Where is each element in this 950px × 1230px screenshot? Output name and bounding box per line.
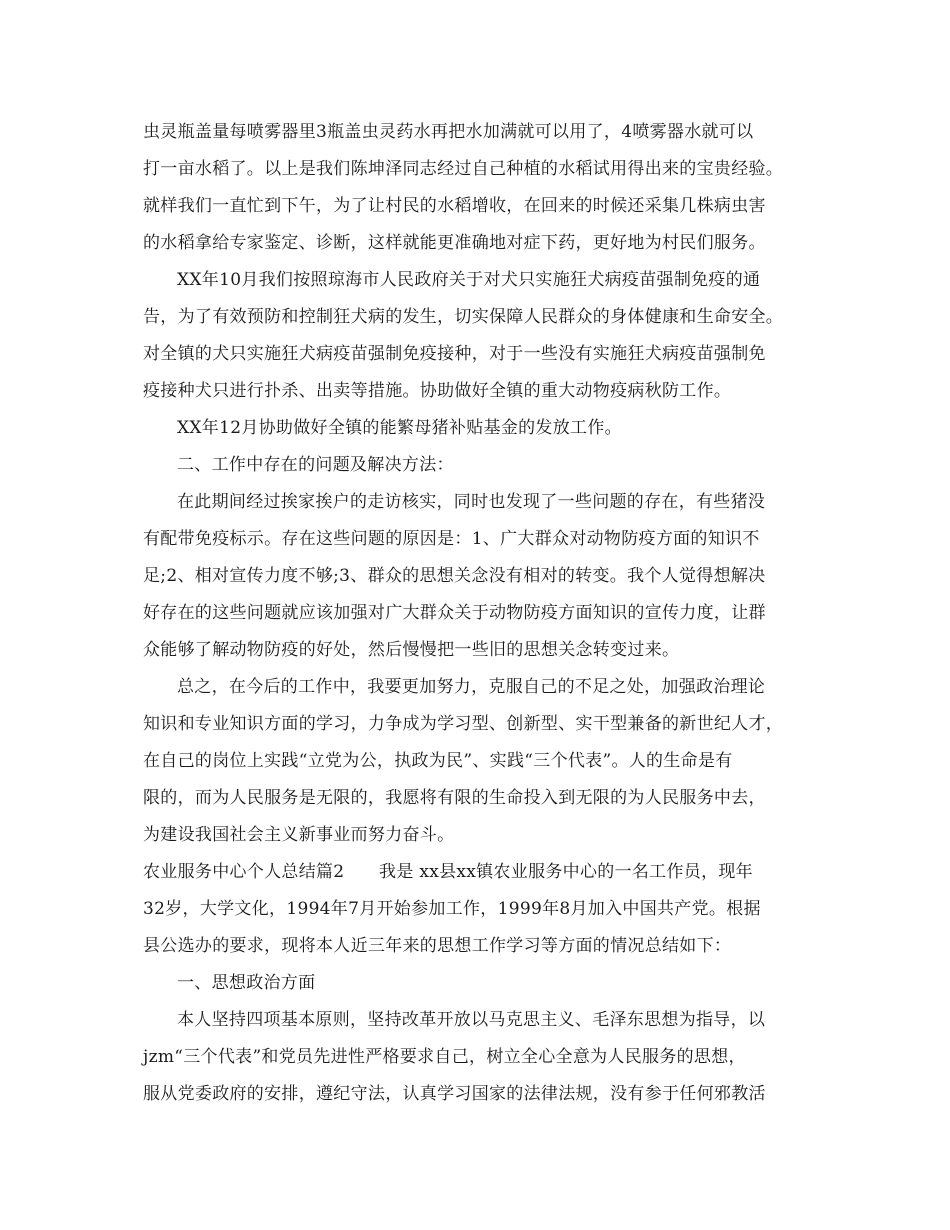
text-line: jzm“三个代表”和党员先进性严格要求自己，树立全心全意为人民服务的思想，: [143, 1047, 746, 1067]
text-line: 县公选办的要求，现将本人近三年来的思想工作学习等方面的情况总结如下：: [143, 936, 732, 956]
article-title-line: 农业服务中心个人总结篇2 我是 xx县xx镇农业服务中心的一名工作员，现年: [143, 862, 753, 882]
text-line: 好存在的这些问题就应该加强对广大群众关于动物防疫方面知识的宣传力度，让群: [143, 603, 766, 623]
text-line: 对全镇的犬只实施狂犬病疫苗强制免疫接种，对于一些没有实施狂犬病疫苗强制免: [143, 344, 766, 364]
paragraph-start-line: 本人坚持四项基本原则，坚持改革开放以马克思主义、毛泽东思想为指导，以: [177, 1010, 766, 1030]
paragraph-start-line: 在此期间经过挨家挨户的走访核实，同时也发现了一些问题的存在，有些猪没: [177, 492, 766, 512]
text-line: 众能够了解动物防疫的好处，然后慢慢把一些旧的思想关念转变过来。: [143, 640, 680, 660]
text-line: 打一亩水稻了。以上是我们陈坤泽同志经过自己种植的水稻试用得出来的宝贵经验。: [143, 159, 784, 179]
paragraph-start-line: 总之，在今后的工作中，我要更加努力，克服自己的不足之处，加强政治理论: [177, 677, 766, 697]
text-line: 知识和专业知识方面的学习，力争成为学习型、创新型、实干型兼备的新世纪人才，: [143, 714, 784, 734]
text-line: 服从党委政府的安排，遵纪守法，认真学习国家的法律法规，没有参于任何邪教活: [143, 1084, 766, 1104]
paragraph-start-line: XX年10月我们按照琼海市人民政府关于对犬只实施狂犬病疫苗强制免疫的通: [177, 270, 761, 290]
text-line: 疫接种犬只进行扑杀、出卖等措施。协助做好全镇的重大动物疫病秋防工作。: [143, 381, 732, 401]
text-line: 就样我们一直忙到下午，为了让村民的水稻增收，在回来的时候还采集几株病虫害: [143, 196, 766, 216]
text-line: 的水稻拿给专家鉴定、诊断，这样就能更准确地对症下药，更好地为村民们服务。: [143, 233, 766, 253]
text-line: 告，为了有效预防和控制狂犬病的发生，切实保障人民群众的身体健康和生命安全。: [143, 307, 784, 327]
text-line: 为建设我国社会主义新事业而努力奋斗。: [143, 825, 455, 845]
paragraph-start-line: XX年12月协助做好全镇的能繁母猪补贴基金的发放工作。: [177, 418, 622, 438]
section-heading: 二、工作中存在的问题及解决方法：: [177, 455, 454, 475]
text-line: 在自己的岗位上实践“立党为公，执政为民”、实践“三个代表”。人的生命是有: [143, 751, 733, 771]
text-line: 32岁，大学文化，1994年7月开始参加工作，1999年8月加入中国共产党。根据: [143, 899, 761, 919]
text-line: 虫灵瓶盖量每喷雾器里3瓶盖虫灵药水再把水加满就可以用了，4喷雾器水就可以: [143, 122, 754, 142]
text-line: 有配带免疫标示。存在这些问题的原因是：1、广大群众对动物防疫方面的知识不: [143, 529, 760, 549]
section-heading: 一、思想政治方面: [177, 973, 316, 993]
text-line: 足;2、相对宣传力度不够;3、群众的思想关念没有相对的转变。我个人觉得想解决: [143, 566, 766, 586]
text-line: 限的，而为人民服务是无限的，我愿将有限的生命投入到无限的为人民服务中去，: [143, 788, 766, 808]
